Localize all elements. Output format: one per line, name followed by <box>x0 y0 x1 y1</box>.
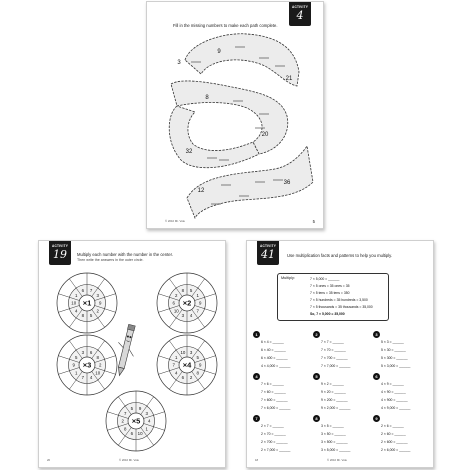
wheel-number: 10 <box>180 349 186 355</box>
problem-line: 4 × 9 = ______ <box>381 382 404 386</box>
multiply-box-line: 7 × 5 thousands = 35 thousands = 35,000 <box>310 305 373 309</box>
wheel-number: 10 <box>71 300 77 306</box>
activity-instruction: Fill in the missing numbers to make each path complete. <box>173 23 278 28</box>
wheel-number: 6 <box>89 349 93 355</box>
wheel-number: 10 <box>95 370 101 376</box>
wheel-number: 7 <box>81 375 85 381</box>
multiply-box-line: 7 × 5 hundreds = 35 hundreds = 3,500 <box>310 298 368 302</box>
wheel-center-multiplier: ×4 <box>182 360 192 370</box>
problem-line: 5 × 300 = ______ <box>381 356 408 360</box>
wheel-number: 6 <box>172 300 175 306</box>
page-footer: © 2010 Mr. Vole <box>119 458 139 462</box>
wheel-number: 9 <box>199 300 202 306</box>
activity-badge-number: 41 <box>261 248 275 261</box>
problem-line: 7 × 7,000 = ______ <box>321 364 351 368</box>
problem-line: 4 × 9,000 = ______ <box>381 406 411 410</box>
wheel-number: 1 <box>145 426 148 432</box>
wheel-number: 8 <box>196 370 199 376</box>
problem-line: 9 × 20 = ______ <box>321 390 346 394</box>
wheel-number: 7 <box>124 410 127 416</box>
wheel-number: 10 <box>173 308 179 314</box>
wheel-number: 5 <box>189 287 193 293</box>
wheel-number: 8 <box>96 354 99 360</box>
wheel-center-multiplier: ×1 <box>82 298 92 308</box>
path-number: 8 <box>205 95 209 101</box>
problem-number-badge: 7 <box>253 415 260 422</box>
problem-line: 7 × 600 = ______ <box>261 398 288 402</box>
wheel-number: 2 <box>96 308 99 314</box>
wheel-number: 2 <box>175 292 178 298</box>
problem-line: 2 × 6,000 = ______ <box>381 448 411 452</box>
problem-line: 4 × 4,000 = ______ <box>261 364 291 368</box>
problem-number-badge: 9 <box>373 415 380 422</box>
path-number: 21 <box>285 76 293 82</box>
wheel-number: 9 <box>72 362 75 368</box>
wheel-number: 3 <box>189 349 193 355</box>
wheel-center-multiplier: ×2 <box>182 298 192 308</box>
number-path-illustration <box>147 2 324 229</box>
multiply-box-line: So, 7 × 5,000 = 35,000 <box>310 312 345 316</box>
wheel-number: 6 <box>130 431 134 437</box>
problem-line: 2 × 70 = ______ <box>261 432 286 436</box>
problem-line: 6 × 400 = ______ <box>261 356 288 360</box>
wheel-number: 1 <box>75 292 78 298</box>
wheel-number: 7 <box>89 287 93 293</box>
page-number: 18 <box>255 458 259 462</box>
wheel-number: 1 <box>196 292 199 298</box>
wheel-number: 1 <box>75 370 78 376</box>
problem-line: 2 × 600 = ______ <box>381 440 408 444</box>
wheel-number: 5 <box>196 354 199 360</box>
activity-instruction: Use multiplication facts and patterns to help you multiply. <box>287 253 393 258</box>
multiplication-wheel <box>157 273 217 333</box>
multiplication-wheels <box>39 241 226 468</box>
problem-line: 2 × 6 = ______ <box>381 424 404 428</box>
problem-line: 2 × 60 = ______ <box>381 432 406 436</box>
multiplication-wheel <box>106 391 166 451</box>
problem-number-badge: 8 <box>313 415 320 422</box>
problem-line: 3 × 500 = ______ <box>321 440 348 444</box>
problem-line: 7 × 60 = ______ <box>261 390 286 394</box>
activity-badge-label: ACTIVITY <box>291 5 309 9</box>
wheel-number: 8 <box>124 426 127 432</box>
wheel-number: 4 <box>148 418 151 424</box>
wheel-number: 8 <box>181 287 185 293</box>
wheel-number: 9 <box>199 362 202 368</box>
multiplication-problems <box>253 331 431 455</box>
wheel-number: 10 <box>137 431 143 437</box>
multiply-box-line: 7 × 5 ones = 35 ones = 35 <box>310 284 350 288</box>
wheel-number: 5 <box>75 354 78 360</box>
wheel-number: 1 <box>175 354 178 360</box>
wheel-number: 4 <box>175 370 178 376</box>
page-footer: © 2010 Mr. Vole <box>165 219 185 223</box>
wheel-number: 2 <box>99 362 102 368</box>
activity-badge <box>257 241 279 265</box>
wheel-number: 8 <box>81 313 85 319</box>
wheel-number: 2 <box>189 375 193 381</box>
wheel-number: 7 <box>196 308 199 314</box>
problem-line: 9 × 2,000 = ______ <box>321 406 351 410</box>
problem-line: 7 × 70 = ______ <box>321 348 346 352</box>
wheel-number: 6 <box>181 375 185 381</box>
problem-number-badge: 1 <box>253 331 260 338</box>
wheel-center-multiplier: ×3 <box>82 360 92 370</box>
multiplication-wheel <box>157 335 217 395</box>
multiplication-wheel <box>57 335 117 395</box>
problem-number-badge: 2 <box>313 331 320 338</box>
wheel-number: 5 <box>130 405 134 411</box>
multiply-example-box <box>277 273 389 321</box>
multiply-box-line: 7 × 5 tens = 35 tens = 350 <box>310 291 350 295</box>
activity-badge-number: 4 <box>296 9 304 22</box>
wheel-number: 7 <box>172 362 175 368</box>
wheel-number: 4 <box>89 375 93 381</box>
problem-line: 3 × 50 = ______ <box>321 432 346 436</box>
activity-instruction: Multiply each number with the number in the center. <box>77 252 173 257</box>
problem-number-badge: 4 <box>253 373 260 380</box>
multiply-box-line: 7 × 5,000 = ______ <box>310 277 340 281</box>
wheel-number: 4 <box>75 308 78 314</box>
problem-line: 5 × 3,000 = ______ <box>381 364 411 368</box>
problem-line: 7 × 6,000 = ______ <box>261 406 291 410</box>
path-number: 32 <box>185 149 193 155</box>
problem-line: 2 × 7,000 = ______ <box>261 448 291 452</box>
problem-number-badge: 5 <box>313 373 320 380</box>
problem-line: 4 × 90 = ______ <box>381 390 406 394</box>
problem-line: 9 × 200 = ______ <box>321 398 348 402</box>
problem-number-badge: 6 <box>373 373 380 380</box>
activity-badge-number: 19 <box>53 248 67 261</box>
problem-line: 5 × 30 = ______ <box>381 348 406 352</box>
page-number: 5 <box>312 219 315 224</box>
problem-line: 7 × 7 = ______ <box>321 340 344 344</box>
activity-4-page <box>146 1 324 229</box>
problem-line: 5 × 3 = ______ <box>381 340 404 344</box>
problem-number-badge: 3 <box>373 331 380 338</box>
activity-badge-label: ACTIVITY <box>259 244 277 248</box>
wheel-number: 5 <box>89 313 93 319</box>
wheel-number: 9 <box>99 300 102 306</box>
wheel-number: 4 <box>189 313 193 319</box>
problem-line: 2 × 7 = ______ <box>261 424 284 428</box>
wheel-number: 6 <box>81 287 85 293</box>
wheel-number: 2 <box>121 418 124 424</box>
wheel-number: 9 <box>138 405 142 411</box>
problem-line: 6 × 40 = ______ <box>261 348 286 352</box>
activity-instruction-secondary: Then write the answers in the outer circle. <box>77 258 144 262</box>
problem-line: 2 × 700 = ______ <box>261 440 288 444</box>
page-number: 20 <box>47 458 51 462</box>
path-number: 12 <box>197 188 205 194</box>
problem-line: 3 × 5 = ______ <box>321 424 344 428</box>
path-number: 9 <box>217 49 221 55</box>
wheel-number: 3 <box>96 292 99 298</box>
problem-line: 7 × 700 = ______ <box>321 356 348 360</box>
activity-19-page <box>38 240 226 468</box>
wheel-number: 3 <box>181 313 185 319</box>
wheel-number: 3 <box>145 410 148 416</box>
wheel-center-multiplier: ×5 <box>131 416 141 426</box>
wheel-number: 3 <box>81 349 85 355</box>
path-number: 36 <box>283 180 291 186</box>
multiply-box-title: Multiply: <box>281 276 295 280</box>
activity-badge-label: ACTIVITY <box>51 244 69 248</box>
activity-41-page <box>246 240 434 468</box>
problem-line: 6 × 4 = ______ <box>261 340 284 344</box>
path-number: 20 <box>261 132 269 138</box>
path-number: 3 <box>177 60 181 66</box>
problem-line: 4 × 900 = ______ <box>381 398 408 402</box>
multiplication-wheel <box>57 273 117 333</box>
problem-line: 9 × 2 = ______ <box>321 382 344 386</box>
problem-line: 3 × 5,000 = ______ <box>321 448 351 452</box>
problem-line: 7 × 6 = ______ <box>261 382 284 386</box>
page-footer: © 2010 Mr. Vole <box>327 458 347 462</box>
